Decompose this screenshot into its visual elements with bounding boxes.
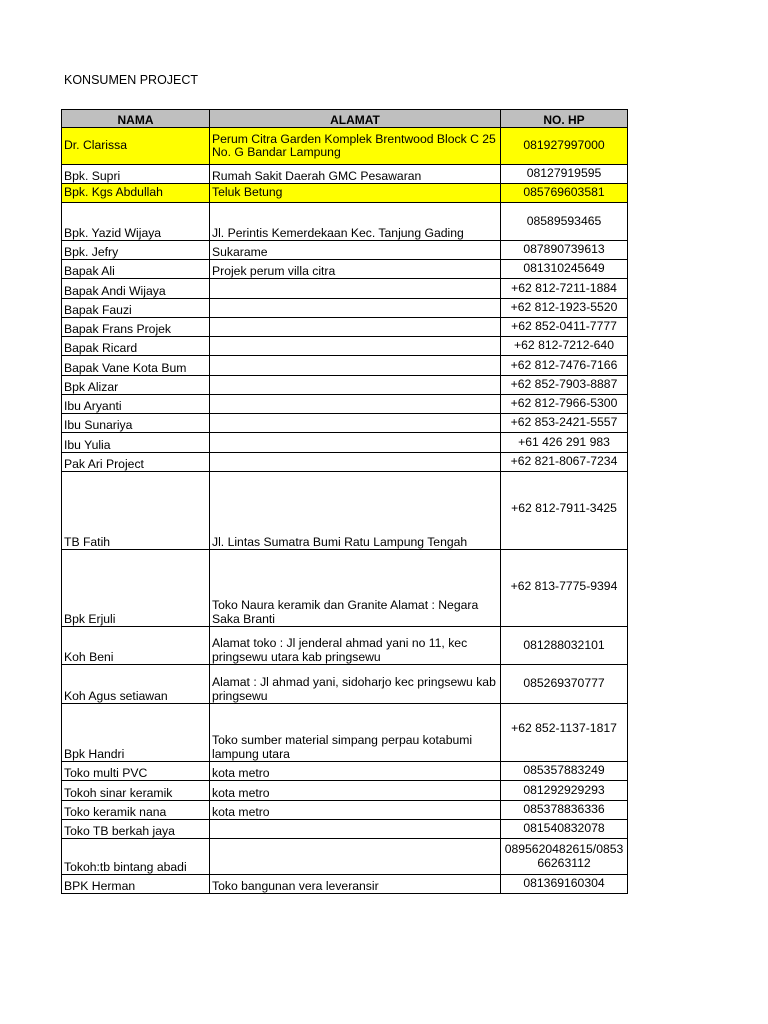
cell-no-hp xyxy=(501,762,628,781)
cell-alamat-text: Alamat : Jl ahmad yani, sidoharjo kec pringsewu kab pringsewu xyxy=(212,675,496,703)
table-row xyxy=(62,318,628,337)
cell-no-hp-text: +62 812-7476-7166 xyxy=(510,357,618,372)
cell-nama xyxy=(62,839,210,875)
table-row xyxy=(62,781,628,801)
cell-nama xyxy=(62,453,210,472)
cell-nama xyxy=(62,299,210,318)
cell-alamat xyxy=(210,472,501,550)
cell-no-hp xyxy=(501,820,628,839)
cell-alamat-text: Projek perum villa citra xyxy=(212,263,336,278)
cell-nama xyxy=(62,356,210,376)
table-row xyxy=(62,356,628,376)
cell-nama xyxy=(62,781,210,801)
cell-alamat xyxy=(210,875,501,894)
table-row xyxy=(62,665,628,704)
cell-no-hp xyxy=(501,241,628,260)
table-row xyxy=(62,704,628,762)
cell-alamat xyxy=(210,550,501,627)
cell-nama-text: Bpk Handri xyxy=(64,746,125,761)
cell-no-hp xyxy=(501,128,628,165)
cell-nama-text: Pak Ari Project xyxy=(64,456,144,471)
cell-nama-text: Bapak Andi Wijaya xyxy=(64,283,166,298)
cell-no-hp-text: 081288032101 xyxy=(523,637,605,652)
cell-alamat-text: Alamat toko : Jl jenderal ahmad yani no 11, kec pringsewu utara kab pringsewu xyxy=(212,636,468,664)
cell-nama-text: Bapak Ali xyxy=(64,263,115,278)
cell-alamat-text: kota metro xyxy=(212,785,270,800)
cell-nama-text: Bpk. Jefry xyxy=(64,244,119,259)
cell-no-hp-text: 087890739613 xyxy=(523,242,605,257)
cell-no-hp xyxy=(501,318,628,337)
cell-no-hp xyxy=(501,781,628,801)
cell-no-hp xyxy=(501,433,628,453)
cell-nama-text: Dr. Clarissa xyxy=(64,138,127,153)
cell-no-hp xyxy=(501,665,628,704)
cell-nama xyxy=(62,801,210,820)
cell-nama xyxy=(62,203,210,241)
cell-no-hp-text: 085378836336 xyxy=(523,802,605,817)
table-row xyxy=(62,260,628,279)
cell-nama xyxy=(62,665,210,704)
cell-no-hp-text: +62 852-0411-7777 xyxy=(511,319,617,334)
cell-nama xyxy=(62,627,210,665)
cell-no-hp-text: 081369160304 xyxy=(523,876,605,891)
cell-no-hp-text: +62 812-7212-640 xyxy=(514,338,614,353)
cell-nama xyxy=(62,550,210,627)
cell-alamat-text: Toko sumber material simpang perpau kotabumi lampung utara xyxy=(212,733,473,761)
cell-nama-text: Bpk Erjuli xyxy=(64,611,116,626)
cell-no-hp xyxy=(501,801,628,820)
cell-alamat-text: Perum Citra Garden Komplek Brentwood Block C 25 No. G Bandar Lampung xyxy=(212,131,496,159)
cell-no-hp xyxy=(501,472,628,550)
cell-nama-text: Toko TB berkah jaya xyxy=(64,823,175,838)
cell-no-hp xyxy=(501,839,628,875)
cell-no-hp-text: 085769603581 xyxy=(523,185,605,200)
cell-nama-text: Toko keramik nana xyxy=(64,804,167,819)
cell-alamat xyxy=(210,184,501,203)
table-row xyxy=(62,203,628,241)
table-row xyxy=(62,472,628,550)
cell-alamat xyxy=(210,820,501,839)
cell-nama xyxy=(62,337,210,356)
cell-no-hp xyxy=(501,184,628,203)
table-row xyxy=(62,801,628,820)
cell-no-hp xyxy=(501,550,628,627)
contacts-table xyxy=(61,109,628,894)
cell-nama-text: Toko multi PVC xyxy=(64,765,148,780)
cell-alamat xyxy=(210,337,501,356)
cell-alamat xyxy=(210,453,501,472)
cell-alamat xyxy=(210,781,501,801)
cell-alamat xyxy=(210,165,501,184)
table-row xyxy=(62,839,628,875)
table-row xyxy=(62,376,628,395)
table-row xyxy=(62,165,628,184)
cell-no-hp xyxy=(501,376,628,395)
cell-nama-text: Tokoh sinar keramik xyxy=(64,785,173,800)
table-row xyxy=(62,279,628,299)
cell-no-hp xyxy=(501,414,628,433)
cell-no-hp-text: 08127919595 xyxy=(526,166,602,181)
table-row xyxy=(62,128,628,165)
cell-nama xyxy=(62,376,210,395)
cell-no-hp-text: 081927997000 xyxy=(523,138,605,153)
cell-nama-text: TB Fatih xyxy=(64,534,111,549)
cell-no-hp xyxy=(501,627,628,665)
table-row xyxy=(62,299,628,318)
cell-nama xyxy=(62,704,210,762)
cell-alamat xyxy=(210,665,501,704)
cell-no-hp xyxy=(501,279,628,299)
cell-no-hp-text: +62 812-7911-3425 xyxy=(511,501,617,515)
cell-nama-text: Bapak Frans Projek xyxy=(64,321,172,336)
table-row xyxy=(62,820,628,839)
header-nama: NAMA xyxy=(62,110,210,128)
cell-no-hp-text: +62 821-8067-7234 xyxy=(510,454,618,469)
cell-alamat-text: Rumah Sakit Daerah GMC Pesawaran xyxy=(212,168,422,183)
table-row xyxy=(62,414,628,433)
cell-alamat xyxy=(210,128,501,165)
table-row xyxy=(62,550,628,627)
cell-no-hp-text: +62 853-2421-5557 xyxy=(510,415,618,430)
cell-nama-text: Bpk Alizar xyxy=(64,379,119,394)
cell-no-hp-text: +62 852-7903-8887 xyxy=(510,377,618,392)
cell-no-hp xyxy=(501,704,628,762)
cell-no-hp-text: +62 812-7966-5300 xyxy=(510,396,618,411)
cell-alamat xyxy=(210,414,501,433)
cell-no-hp-text: 081292929293 xyxy=(523,782,605,797)
cell-nama xyxy=(62,165,210,184)
cell-nama xyxy=(62,762,210,781)
cell-alamat xyxy=(210,627,501,665)
cell-alamat xyxy=(210,839,501,875)
cell-no-hp-text: +62 852-1137-1817 xyxy=(511,721,617,735)
table-row xyxy=(62,453,628,472)
table-row xyxy=(62,184,628,203)
cell-alamat xyxy=(210,376,501,395)
cell-alamat xyxy=(210,260,501,279)
cell-no-hp xyxy=(501,203,628,241)
cell-alamat xyxy=(210,801,501,820)
table-row xyxy=(62,762,628,781)
cell-no-hp xyxy=(501,453,628,472)
cell-alamat xyxy=(210,203,501,241)
cell-alamat-text: kota metro xyxy=(212,765,270,780)
table-row xyxy=(62,433,628,453)
cell-nama-text: Koh Agus setiawan xyxy=(64,688,168,703)
cell-no-hp xyxy=(501,395,628,414)
cell-no-hp-text: +61 426 291 983 xyxy=(518,434,610,449)
cell-no-hp-text: 085269370777 xyxy=(523,676,605,691)
cell-no-hp xyxy=(501,875,628,894)
cell-alamat-text: Teluk Betung xyxy=(212,185,283,200)
cell-alamat-text: Toko bangunan vera leveransir xyxy=(212,878,379,893)
cell-nama-text: Ibu Yulia xyxy=(64,437,111,452)
cell-nama-text: BPK Herman xyxy=(64,878,136,893)
table-row xyxy=(62,337,628,356)
cell-alamat-text: Jl. Lintas Sumatra Bumi Ratu Lampung Tengah xyxy=(212,534,468,549)
header-no-hp: NO. HP xyxy=(501,110,628,128)
cell-nama xyxy=(62,241,210,260)
cell-alamat-text: kota metro xyxy=(212,804,270,819)
cell-alamat xyxy=(210,433,501,453)
cell-alamat xyxy=(210,241,501,260)
cell-nama xyxy=(62,395,210,414)
cell-no-hp xyxy=(501,260,628,279)
cell-nama xyxy=(62,260,210,279)
cell-nama xyxy=(62,433,210,453)
cell-alamat xyxy=(210,299,501,318)
header-alamat: ALAMAT xyxy=(210,110,501,128)
cell-nama xyxy=(62,128,210,165)
cell-no-hp-text: 085357883249 xyxy=(523,763,605,778)
cell-nama-text: Ibu Sunariya xyxy=(64,417,133,432)
cell-alamat-text: Jl. Perintis Kemerdekaan Kec. Tanjung Gading xyxy=(212,225,464,240)
cell-no-hp-text: 0895620482615/085366263112 xyxy=(504,842,624,870)
cell-alamat xyxy=(210,762,501,781)
cell-alamat xyxy=(210,704,501,762)
table-row xyxy=(62,875,628,894)
table-row xyxy=(62,241,628,260)
cell-nama xyxy=(62,318,210,337)
cell-no-hp-text: 081540832078 xyxy=(523,821,605,836)
cell-no-hp-text: +62 812-7211-1884 xyxy=(511,280,617,295)
cell-no-hp xyxy=(501,337,628,356)
cell-nama-text: Tokoh:tb bintang abadi xyxy=(64,859,187,874)
cell-nama-text: Bapak Ricard xyxy=(64,340,138,355)
cell-nama-text: Bapak Fauzi xyxy=(64,302,132,317)
cell-no-hp-text: +62 812-1923-5520 xyxy=(510,300,618,315)
cell-nama-text: Bpk. Kgs Abdullah xyxy=(64,185,163,200)
cell-no-hp xyxy=(501,165,628,184)
cell-nama-text: Ibu Aryanti xyxy=(64,398,122,413)
cell-alamat-text: Toko Naura keramik dan Granite Alamat : Negara Saka Branti xyxy=(212,598,479,626)
cell-alamat xyxy=(210,395,501,414)
cell-nama-text: Koh Beni xyxy=(64,649,114,664)
cell-no-hp-text: +62 813-7775-9394 xyxy=(510,579,618,593)
cell-alamat-text: Sukarame xyxy=(212,244,268,259)
cell-no-hp-text: 08589593465 xyxy=(526,213,602,228)
cell-alamat xyxy=(210,318,501,337)
sheet-title: KONSUMEN PROJECT xyxy=(64,73,199,87)
table-body xyxy=(62,128,628,894)
cell-nama xyxy=(62,875,210,894)
table-row xyxy=(62,627,628,665)
cell-nama xyxy=(62,184,210,203)
cell-nama xyxy=(62,414,210,433)
cell-no-hp xyxy=(501,356,628,376)
cell-no-hp xyxy=(501,299,628,318)
cell-nama-text: Bpk. Yazid Wijaya xyxy=(64,225,162,240)
table-header-row xyxy=(62,110,628,128)
cell-no-hp-text: 081310245649 xyxy=(523,261,605,276)
cell-nama-text: Bpk. Supri xyxy=(64,168,121,183)
cell-nama xyxy=(62,820,210,839)
cell-nama-text: Bapak Vane Kota Bum xyxy=(64,360,187,375)
table-row xyxy=(62,395,628,414)
cell-alamat xyxy=(210,279,501,299)
cell-nama xyxy=(62,279,210,299)
cell-alamat xyxy=(210,356,501,376)
cell-nama xyxy=(62,472,210,550)
